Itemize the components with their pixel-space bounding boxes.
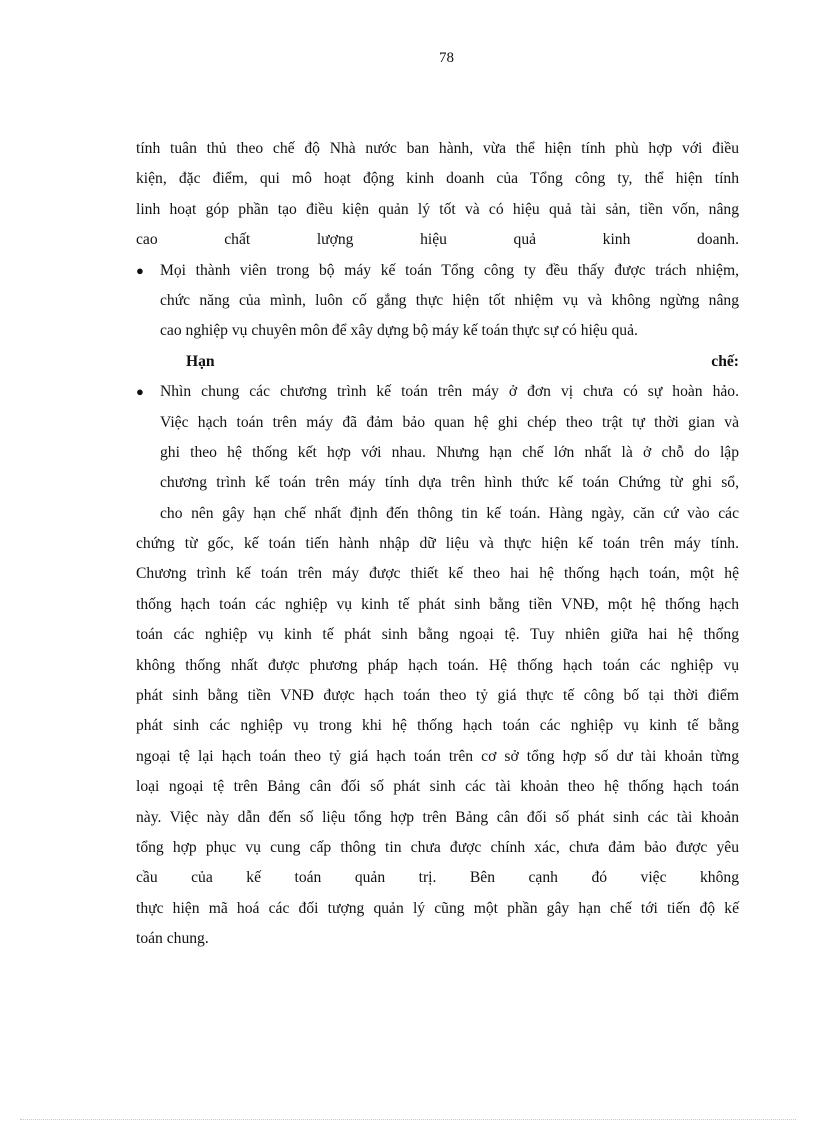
document-body xyxy=(136,134,739,955)
bullet-line xyxy=(136,256,739,286)
text-line: cầu của kế toán quản trị. Bên cạnh đó việc không xyxy=(136,869,739,887)
text-line: cho nên gây hạn chế nhất định đến thông tin kế toán. Hàng ngày, căn cứ vào các xyxy=(160,504,739,522)
text-line: Mọi thành viên trong bộ máy kế toán Tổng công ty đều thấy được trách nhiệm, xyxy=(160,261,739,279)
text-line: không thống nhất được phương pháp hạch toán. Hệ thống hạch toán các nghiệp vụ xyxy=(136,656,739,674)
text-line: chương trình kế toán trên máy tính dựa trên hình thức kế toán Chứng từ ghi sổ, xyxy=(160,474,739,492)
page-bottom-divider xyxy=(20,1119,796,1120)
text-line: chức năng của mình, luôn cố gắng thực hiện tốt nhiệm vụ và không ngừng nâng xyxy=(160,291,739,309)
paragraph-intro xyxy=(136,134,739,256)
text-line: kiện, đặc điểm, qui mô hoạt động kinh doanh của Tổng công ty, thể hiện tính xyxy=(136,170,739,188)
text-line: ngoại tệ lại hạch toán theo tỷ giá hạch toán trên cơ sở tổng hợp số dư tài khoản từng xyxy=(136,747,739,765)
text-line: tính tuân thủ theo chế độ Nhà nước ban hành, vừa thể hiện tính phù hợp với điều xyxy=(136,140,739,157)
bullet-icon: ● xyxy=(136,262,144,278)
text-line: chứng từ gốc, kế toán tiến hành nhập dữ liệu và thực hiện kế toán trên máy tính. xyxy=(136,535,739,553)
text-line: thống hạch toán các nghiệp vụ kinh tế phát sinh bằng tiền VNĐ, một hệ thống hạch xyxy=(136,595,739,613)
section-heading-limitations: Hạn chế: xyxy=(186,352,739,370)
text-line: loại ngoại tệ trên Bảng cân đối số phát sinh các tài khoản theo hệ thống hạch toán xyxy=(136,778,739,796)
bullet-item-limitations xyxy=(136,377,739,529)
text-line: thực hiện mã hoá các đối tượng quản lý cũng một phần gây hạn chế tới tiến độ kế xyxy=(136,899,739,917)
text-line: phát sinh các nghiệp vụ trong khi hệ thống hạch toán các nghiệp vụ kinh tế bằng xyxy=(136,717,739,735)
text-line: tổng hợp phục vụ cung cấp thông tin chưa được chính xác, chưa đảm bảo được yêu xyxy=(136,838,739,856)
text-line: toán các nghiệp vụ kinh tế phát sinh bằng ngoại tệ. Tuy nhiên giữa hai hệ thống xyxy=(136,626,739,644)
text-line: Việc hạch toán trên máy đã đảm bảo quan hệ ghi chép theo trật tự thời gian và xyxy=(160,413,739,431)
paragraph-body xyxy=(136,529,739,954)
bullet-icon: ● xyxy=(136,384,144,400)
text-line: ghi theo hệ thống kết hợp với nhau. Nhưng hạn chế lớn nhất là ở chỗ do lập xyxy=(160,443,739,461)
text-line: Chương trình kế toán trên máy được thiết kế theo hai hệ thống hạch toán, một hệ xyxy=(136,565,739,583)
text-line: toán chung. xyxy=(136,930,209,948)
bullet-line xyxy=(136,377,739,407)
page-number: 78 xyxy=(439,50,454,66)
text-line: cao chất lượng hiệu quả kinh doanh. xyxy=(136,231,739,249)
bullet-item-responsibility xyxy=(136,256,739,347)
text-line: linh hoạt góp phần tạo điều kiện quản lý tốt và có hiệu quả tài sản, tiền vốn, nâng xyxy=(136,200,739,218)
text-line: Nhìn chung các chương trình kế toán trên máy ở đơn vị chưa có sự hoàn hảo. xyxy=(160,383,739,401)
text-line: phát sinh bằng tiền VNĐ được hạch toán theo tỷ giá thực tế công bố tại thời điểm xyxy=(136,687,739,705)
text-line: này. Việc này dẫn đến số liệu tổng hợp trên Bảng cân đối số phát sinh các tài khoản xyxy=(136,808,739,826)
text-line: cao nghiệp vụ chuyên môn để xây dựng bộ máy kế toán thực sự có hiệu quả. xyxy=(160,322,638,340)
